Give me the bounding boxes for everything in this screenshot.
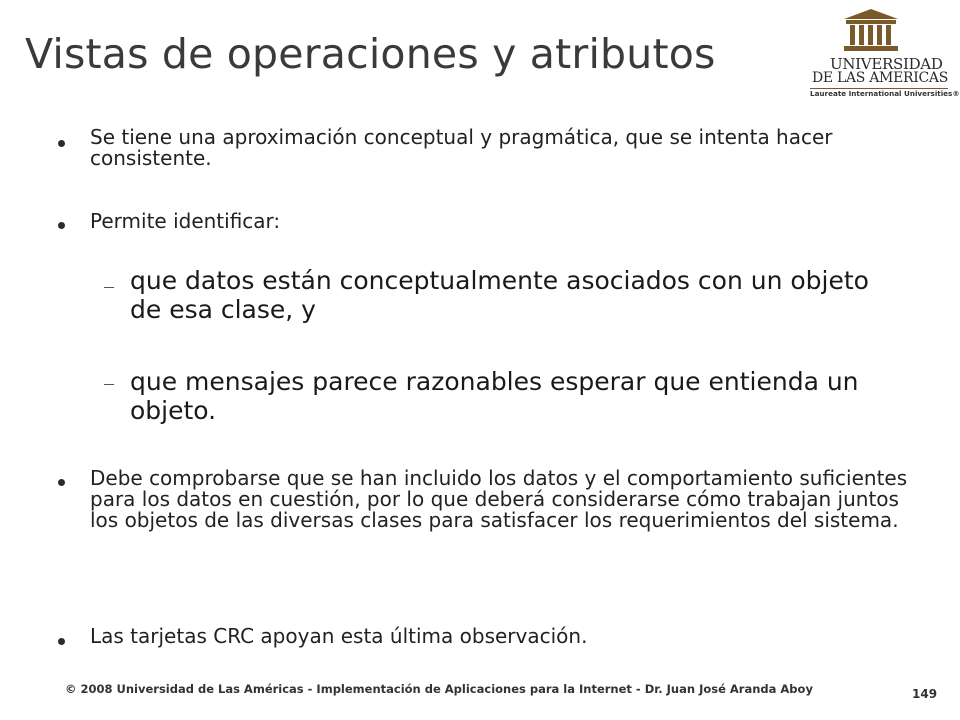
sub-bullet-text: que datos están conceptualmente asociados con un objeto de esa clase, y (130, 266, 869, 324)
bullet-dot (58, 222, 65, 229)
logo-tagline: Laureate International Universities® (810, 89, 960, 98)
sub-bullet-dash (104, 287, 114, 288)
sub-bullet-dash (104, 384, 114, 385)
footer-copyright: © 2008 Universidad de Las Américas - Implementación de Aplicaciones para la Internet - Dr. Juan José Aranda Aboy (65, 682, 813, 696)
logo-text-de-las-americas: DE LAS AMERICAS (812, 70, 948, 86)
slide-title: Vistas de operaciones y atributos (25, 30, 716, 78)
page-number: 149 (912, 687, 938, 701)
bullet-text: Debe comprobarse que se han incluido los datos y el comportamiento suficientes para los datos en cuestión, por lo que deberá considerarse cómo trabajan juntos los objetos de las diversas clases para satisfacer los requerimientos del sistema. (90, 466, 908, 532)
bullet-dot (58, 140, 65, 147)
building-logo-icon (840, 8, 902, 52)
bullet-text: Las tarjetas CRC apoyan esta última observación. (90, 624, 588, 648)
logo-text-universidad: UNIVERSIDAD (830, 55, 943, 73)
bullet-dot (58, 479, 65, 486)
university-logo (810, 8, 960, 100)
bullet-text: Se tiene una aproximación conceptual y pragmática, que se intenta hacer consistente. (90, 125, 833, 170)
sub-bullet-text: que mensajes parece razonables esperar que entienda un objeto. (130, 367, 859, 425)
bullet-text: Permite identificar: (90, 209, 281, 233)
bullet-dot (58, 638, 65, 645)
